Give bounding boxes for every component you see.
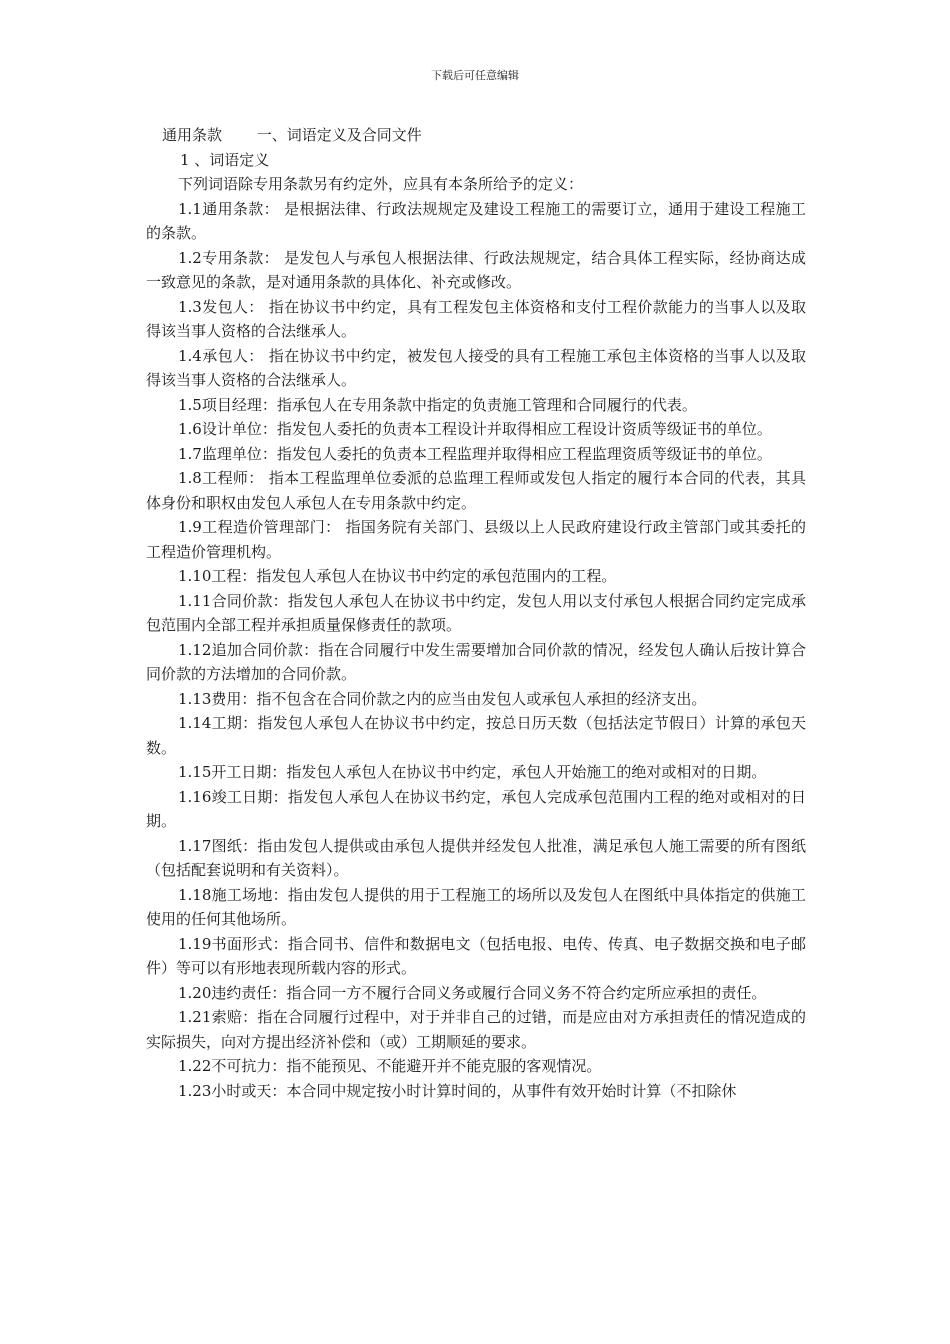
paragraph: 1.4承包人： 指在协议书中约定，被发包人接受的具有工程施工承包主体资格的当事人以及取得该当事人资格的合法继承人。 [146,346,806,389]
paragraph: 1.19书面形式：指合同书、信件和数据电文（包括电报、电传、传真、电子数据交换和电子邮件）等可以有形地表现所载内容的形式。 [146,934,806,977]
paragraph: 1.21索赔：指在合同履行过程中，对于并非自己的过错，而是应由对方承担责任的情况造成的实际损失，向对方提出经济补偿和（或）工期顺延的要求。 [146,1008,806,1051]
paragraph: 1.9工程造价管理部门： 指国务院有关部门、县级以上人民政府建设行政主管部门或其委托的工程造价管理机构。 [146,518,806,561]
paragraph: 1.22不可抗力：指不能预见、不能避开并不能克服的客观情况。 [178,1057,602,1075]
paragraph: 1.10工程：指发包人承包人在协议书中约定的承包范围内的工程。 [178,567,617,585]
paragraph: 1.23小时或天：本合同中规定按小时计算时间的，从事件有效开始时计算（不扣除休 [178,1081,737,1100]
paragraph: 1.14工期：指发包人承包人在协议书中约定，按总日历天数（包括法定节假日）计算的承包天数。 [146,714,806,757]
paragraph: 1.7监理单位：指发包人委托的负责本工程监理并取得相应工程监理资质等级证书的单位。 [178,444,772,463]
paragraph: 1.5项目经理：指承包人在专用条款中指定的负责施工管理和合同履行的代表。 [178,395,697,414]
paragraph: 1.13费用：指不包含在合同价款之内的应当由发包人或承包人承担的经济支出。 [178,689,707,708]
page-header: 下载后可任意编辑 [431,69,519,82]
subsection-title: 1 、词语定义 [180,150,270,169]
paragraph: 1.12追加合同价款：指在合同履行中发生需要增加合同价款的情况，经发包人确认后按计算合同价款的方法增加的合同价款。 [146,640,806,683]
paragraph: 1.6设计单位：指发包人委托的负责本工程设计并取得相应工程设计资质等级证书的单位。 [178,420,772,438]
paragraph: 1.2专用条款： 是发包人与承包人根据法律、行政法规规定，结合具体工程实际，经协商达成一致意见的条款，是对通用条款的具体化、补充或修改。 [146,248,806,291]
paragraph: 1.17图纸：指由发包人提供或由承包人提供并经发包人批准，满足承包人施工需要的所有图纸（包括配套说明和有关资料）。 [146,836,806,879]
document-body [146,123,806,1103]
paragraph: 1.18施工场地：指由发包人提供的用于工程施工的场所以及发包人在图纸中具体指定的供施工使用的任何其他场所。 [146,885,806,928]
paragraph-list [146,172,806,1103]
paragraph: 1.15开工日期：指发包人承包人在协议书中约定，承包人开始施工的绝对或相对的日期。 [178,763,767,781]
section-title: 通用条款 一、词语定义及合同文件 [162,126,422,144]
paragraph: 1.16竣工日期：指发包人承包人在协议书约定，承包人完成承包范围内工程的绝对或相对的日期。 [146,787,806,830]
paragraph: 1.1通用条款： 是根据法律、行政法规规定及建设工程施工的需要订立，通用于建设工程施工的条款。 [146,199,806,242]
paragraph: 1.20违约责任：指合同一方不履行合同义务或履行合同义务不符合约定所应承担的责任。 [178,983,767,1002]
paragraph: 下列词语除专用条款另有约定外，应具有本条所给予的定义： [178,175,584,193]
paragraph: 1.11合同价款：指发包人承包人在协议书中约定，发包人用以支付承包人根据合同约定完成承包范围内全部工程并承担质量保修责任的款项。 [146,591,806,634]
paragraph: 1.8工程师： 指本工程监理单位委派的总监理工程师或发包人指定的履行本合同的代表，其具体身份和职权由发包人承包人在专用条款中约定。 [146,469,806,512]
paragraph: 1.3发包人： 指在协议书中约定，具有工程发包主体资格和支付工程价款能力的当事人以及取得该当事人资格的合法继承人。 [146,297,806,340]
